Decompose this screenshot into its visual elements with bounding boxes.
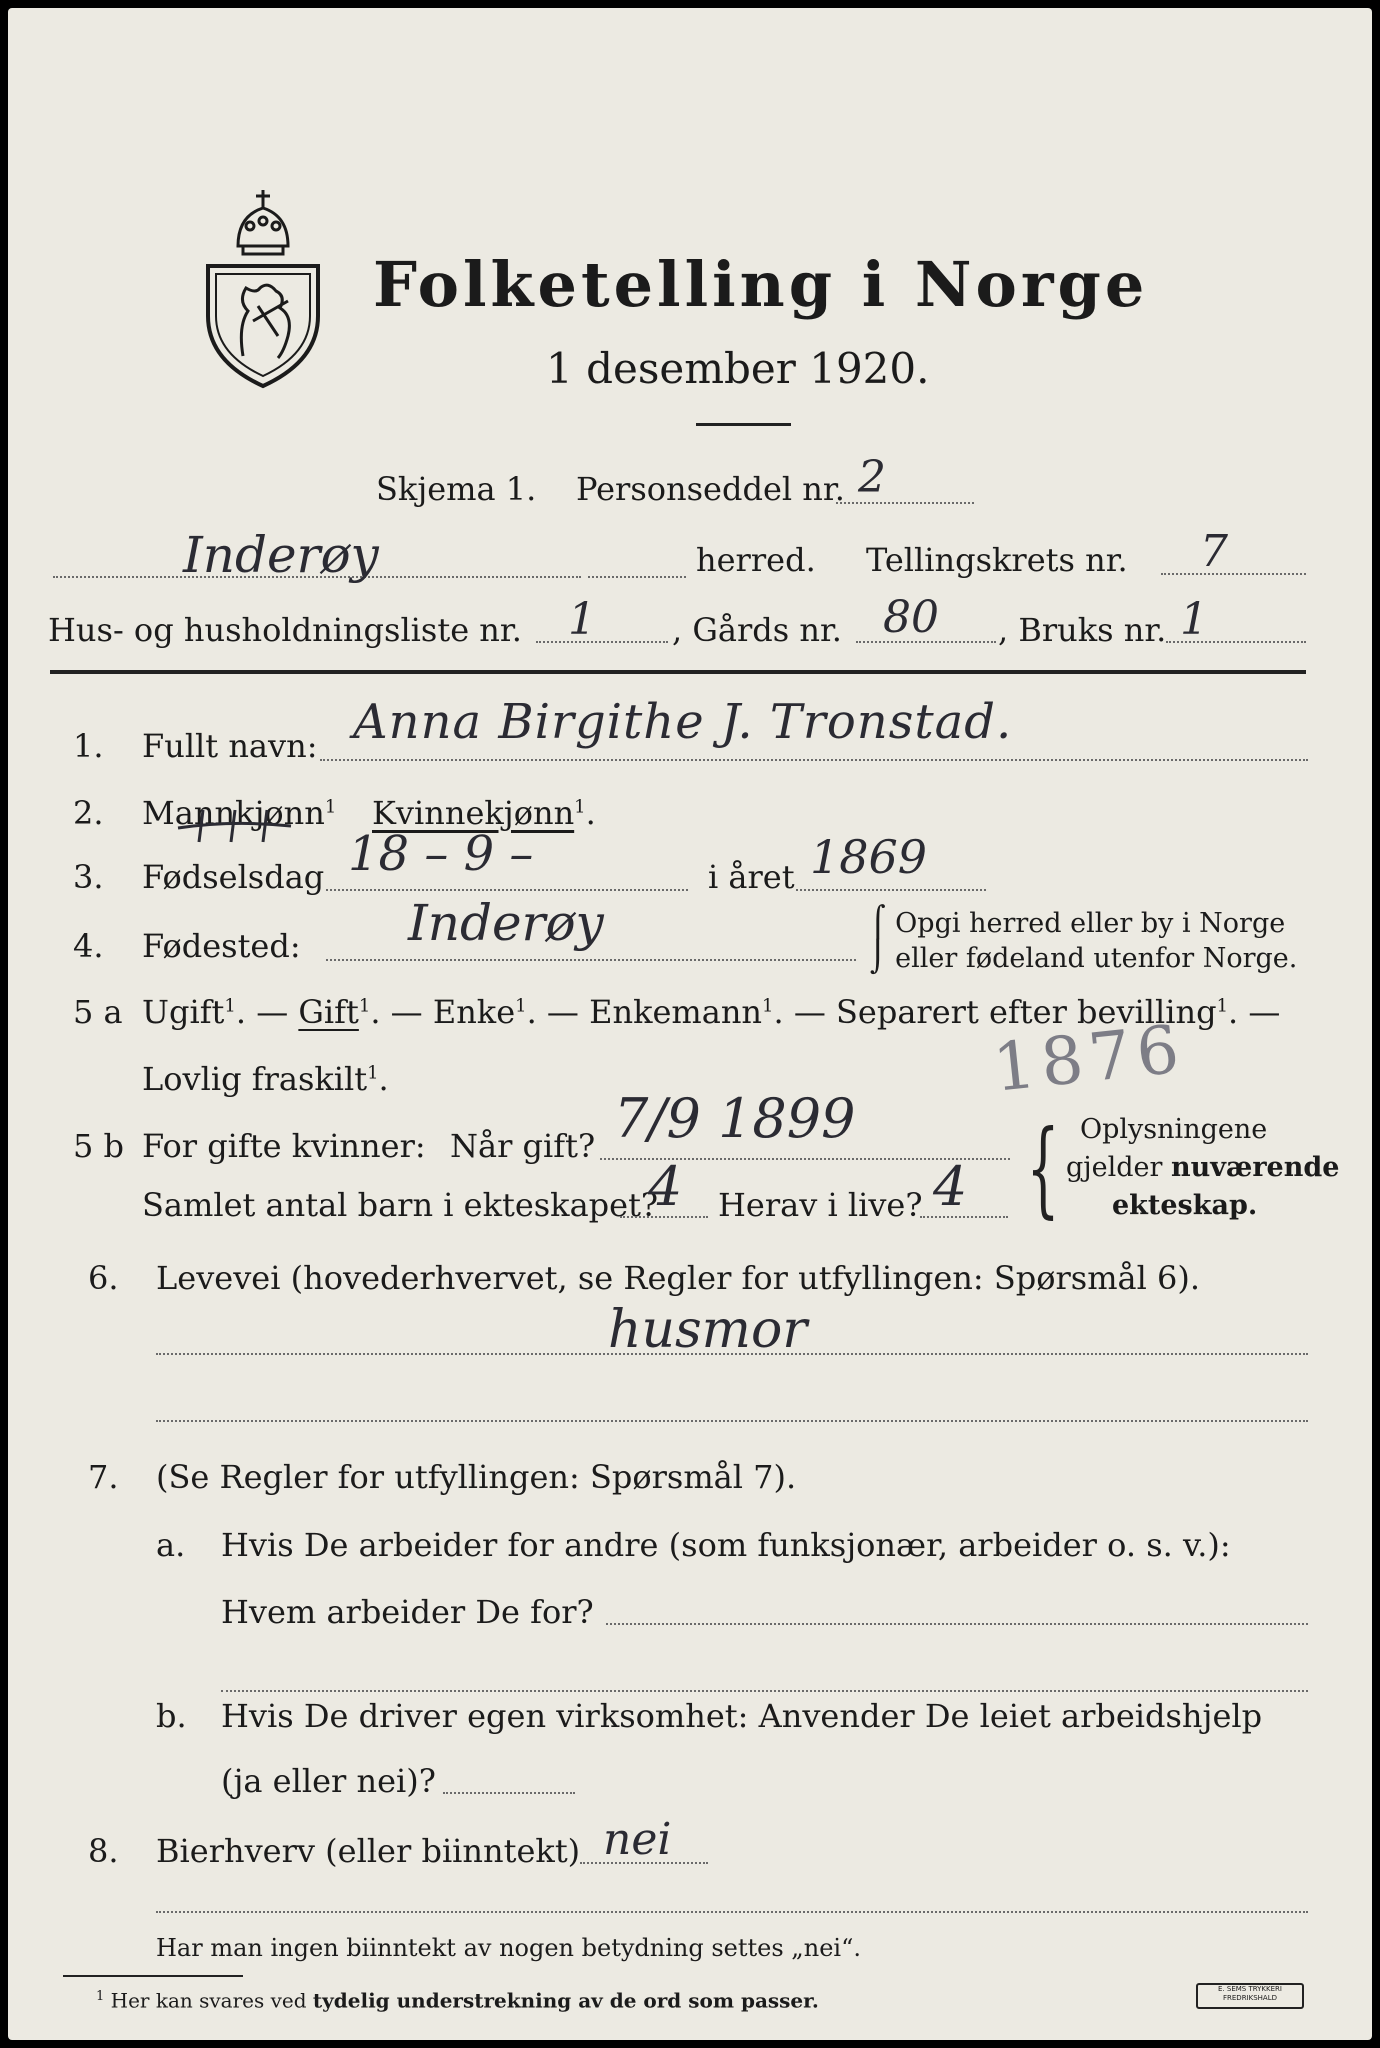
q5b-note-line3: ekteskap. [1112,1190,1258,1221]
q7b-line1: Hvis De driver egen virksomhet: Anvender De leiet arbeidshjelp [221,1697,1263,1735]
gards-label: , Gårds nr. [672,611,842,649]
lovlig-fraskilt-option: Lovlig fraskilt$^1$. [142,1060,389,1098]
birthplace-value: Inderøy [408,894,604,952]
herred-label: herred. [696,541,816,579]
q2-number: 2. [73,794,104,832]
q4-note-line2: ⌡ eller fødeland utenfor Norge. [870,940,1298,975]
census-form [8,8,1372,2040]
q6-label: Levevei (hovederhvervet, se Regler for utfyllingen: Spørsmål 6). [156,1259,1201,1297]
side-income-value: nei [603,1814,672,1865]
occupation-value: husmor [608,1300,808,1360]
children-value: 4 [648,1155,683,1218]
form-date: 1 desember 1920. [546,344,930,393]
hus-value: 1 [568,594,596,645]
gender-male-option: Mannkjønn$^1$ [142,794,337,832]
q4-note-line1: ⌠ Opgi herred eller by i Norge [870,905,1286,940]
birth-year-value: 1869 [810,830,928,884]
q7-label: (Se Regler for utfyllingen: Spørsmål 7). [156,1458,797,1496]
bruks-value: 1 [1180,594,1208,645]
q7b-line2: (ja eller nei)? [221,1762,436,1800]
norway-coat-of-arms-icon [198,176,328,396]
q3-number: 3. [73,858,104,896]
herred-value: Inderøy [183,526,379,584]
q8-label: Bierhverv (eller biinntekt) [156,1832,581,1870]
q6-number: 6. [88,1259,119,1297]
q5b-label: For gifte kvinner: [142,1127,426,1165]
personseddel-value: 2 [858,452,886,503]
q1-label: Fullt navn: [142,727,318,765]
alive-value: 4 [933,1155,968,1218]
year-label: i året [708,858,795,896]
schema-label: Skjema 1. [376,470,537,508]
personseddel-label: Personseddel nr. [576,470,845,508]
male-strikethrough-mark [173,798,298,848]
q5b-note-line1: Oplysningene [1080,1114,1268,1145]
q4-number: 4. [73,927,104,965]
q1-number: 1. [73,727,104,765]
q4-label: Fødested: [142,927,301,965]
footer-note: Har man ingen biinntekt av nogen betydning settes „nei“. [156,1934,861,1962]
printer-stamp: E. SEMS TRYKKERI FREDRIKSHALD [1196,1983,1304,2009]
q5b-note-line2: gjelder nuværende [1066,1152,1340,1183]
married-when-value: 7/9 1899 [614,1087,856,1150]
marital-status-options: Ugift$^1$. — Gift$^1$. — Enke$^1$. — Enkemann$^1$. — Separert efter bevilling$^1$. — [142,993,1281,1031]
q3-label: Fødselsdag [142,858,325,896]
footnote-rule [63,1975,243,1977]
header-rule [50,670,1306,674]
alive-label: Herav i live? [718,1186,923,1224]
q5b-number: 5 b [73,1127,125,1165]
q7-number: 7. [88,1458,119,1496]
q7a-letter: a. [156,1526,186,1564]
bruks-label: , Bruks nr. [998,611,1167,649]
tellingskrets-label: Tellingskrets nr. [866,541,1128,579]
title-divider [696,423,791,426]
married-when-label: Når gift? [450,1127,596,1165]
children-label: Samlet antal barn i ekteskapet? [142,1186,659,1224]
full-name-value: Anna Birgithe J. Tronstad. [353,694,1013,750]
gender-female-option: Kvinnekjønn$^1$. [372,794,596,832]
q7a-line1: Hvis De arbeider for andre (som funksjonær, arbeider o. s. v.): [221,1526,1231,1564]
q7b-letter: b. [156,1697,187,1735]
tellingskrets-value: 7 [1200,526,1228,577]
form-title: Folketelling i Norge [373,248,1149,321]
q5b-brace: { [1026,1107,1060,1229]
pencil-annotation: 1876 [989,1010,1189,1107]
q5a-number: 5 a [73,993,123,1031]
gards-value: 80 [883,592,939,643]
footnote: $^1$ Her kan svares ved tydelig understrekning av de ord som passer. [96,1988,819,2013]
q7a-line2: Hvem arbeider De for? [221,1593,594,1631]
q8-number: 8. [88,1832,119,1870]
birthday-value: 18 – 9 – [348,826,534,882]
hus-label: Hus- og husholdningsliste nr. [48,611,522,649]
